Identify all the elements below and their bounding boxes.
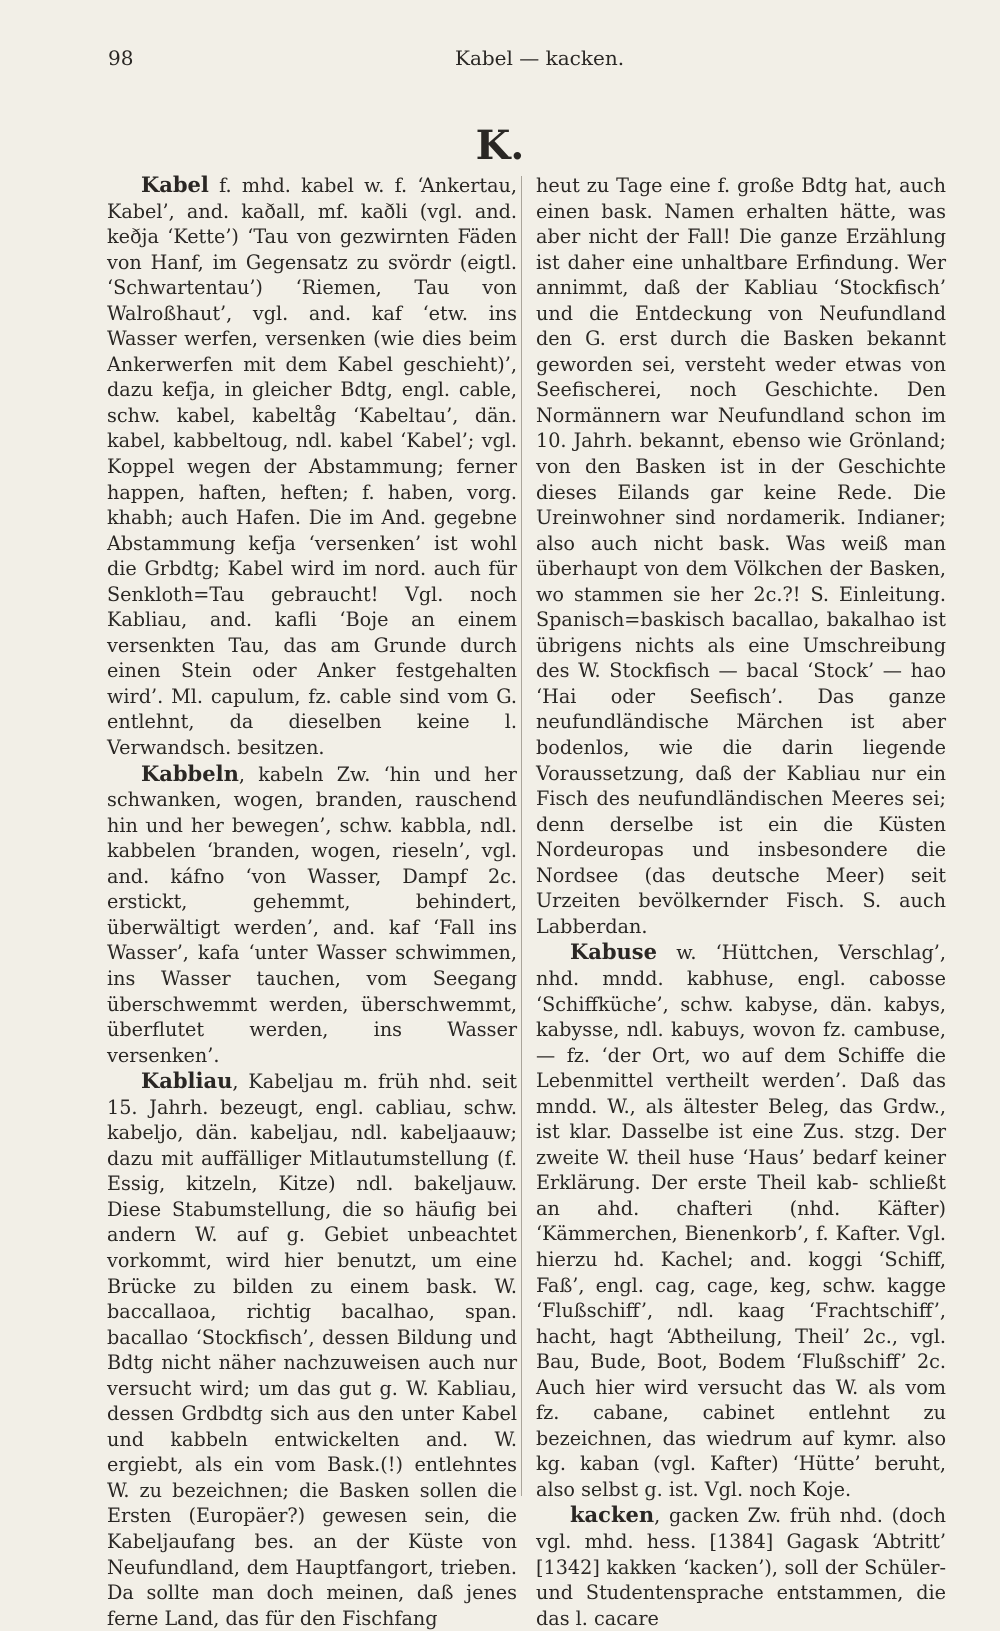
- entry-headword: Kabuse: [570, 939, 657, 965]
- entry-headword: kacken: [570, 1502, 655, 1528]
- entry-kabel: [107, 172, 517, 761]
- entry-kabliau-continued: [536, 172, 946, 939]
- left-column: [107, 172, 517, 1630]
- page-number: 98: [108, 46, 134, 70]
- entry-text: , kabeln Zw. ‘hin und her schwanken, wogen, branden, rauschend hin und her bewegen’, schw. kabbla, ndl. kabbelen ‘branden, wogen, rieseln’, vgl. and. káfno ‘von Wasser, Dampf 2c. erstickt, gehemmt, behindert, überwältigt werden’, and. kaf ‘Fall ins Wasser’, kafa ‘unter Wasser schwimmen, ins Wasser tauchen, vom Seegang überschwemmt werden, überschwemmt, überflutet werden, ins Wasser versenken’.: [107, 762, 517, 1067]
- right-column: [536, 172, 946, 1630]
- entry-text: , gacken Zw. früh nhd. (doch vgl. mhd. hess. [1384] Gagask ‘Abtritt’ [1342] kakken ‘kacken’), soll der Schüler- und Studentensprache entstammen, die das l. cacare: [536, 1504, 946, 1630]
- entry-text: heut zu Tage eine f. große Bdtg hat, auch einen bask. Namen erhalten hätte, was aber nicht der Fall! Die ganze Erzählung ist daher eine unhaltbare Erfindung. Wer annimmt, daß der Kabliau ‘Stockfisch’ und die Entdeckung von Neufundland den G. erst durch die Basken bekannt geworden sei, versteht weder etwas von Seefischerei, noch Geschichte. Den Normännern war Neufundland schon im 10. Jahrh. bekannt, ebenso wie Grönland; von den Basken ist in der Geschichte dieses Eilands gar keine Rede. Die Ureinwohner sind nordamerik. Indianer; also auch nicht bask. Was weiß man überhaupt von dem Völkchen der Basken, wo stammen sie her 2c.?! S. Einleitung. Spanisch=baskisch bacallao, bakalhao ist übrigens nichts als eine Umschreibung des W. Stockfisch — bacal ‘Stock’ — hao ‘Hai oder Seefisch’. Das ganze neufundländische Märchen ist aber bodenlos, wie die darin liegende Voraussetzung, daß der Kabliau nur ein Fisch des neufundländischen Meeres sei; denn derselbe ist ein die Küsten Nordeuropas und insbesondere die Nordsee (das deutsche Meer) seit Urzeiten bevölkernder Fisch. S. auch Labberdan.: [536, 174, 946, 938]
- entry-kabliau: [107, 1068, 517, 1631]
- entry-kabbeln: [107, 761, 517, 1069]
- entry-text: , Kabeljau m. früh nhd. seit 15. Jahrh. bezeugt, engl. cabliau, schw. kabeljo, dän. kabeljau, ndl. kabeljaauw; dazu mit auffälliger Mitlautumstellung (f. Essig, kitzeln, Kitze) ndl. bakeljauw. Diese Stabumstellung, die so häufig bei andern W. auf g. Gebiet unbeachtet vorkommt, wird hier benutzt, um eine Brücke zu bilden zu einem bask. W. baccallaoa, richtig bacalhao, span. bacallao ‘Stockfisch’, dessen Bildung und Bdtg nicht näher nachzuweisen auch nur versucht wird; um das gut g. W. Kabliau, dessen Grdbdtg sich aus den unter Kabel und kabbeln entwickelten and. W. ergiebt, als ein vom Bask.(!) entlehntes W. zu bezeichnen; die Basken sollen die Ersten (Europäer?) gewesen sein, die Kabeljaufang bes. an der Küste von Neufundland, dem Hauptfangort, trieben. Da sollte man doch meinen, daß jenes ferne Land, das für den Fischfang: [107, 1070, 517, 1630]
- entry-text: f. mhd. kabel w. f. ‘Ankertau, Kabel’, and. kaðall, mf. kaðli (vgl. and. keðja ‘Kette’) ‘Tau von gezwirnten Fäden von Hanf, im Gegensatz zu svördr (eigtl. ‘Schwartentau’) ‘Riemen, Tau von Walroßhaut’, vgl. and. kaf ‘etw. ins Wasser werfen, versenken (wie dies beim Ankerwerfen mit dem Kabel geschieht)’, dazu kefja, in gleicher Bdtg, engl. cable, schw. kabel, kabeltåg ‘Kabeltau’, dän. kabel, kabbeltoug, ndl. kabel ‘Kabel’; vgl. Koppel wegen der Abstammung; ferner happen, haften, heften; f. haben, vorg. khabh; auch Hafen. Die im And. gegebne Abstammung kefja ‘versenken’ ist wohl die Grbdtg; Kabel wird im nord. auch für Senkloth=Tau gebraucht! Vgl. noch Kabliau, and. kafli ‘Boje an einem versenkten Tau, das am Grunde durch einen Stein oder Anker festgehalten wird’. Ml. capulum, fz. cable sind vom G. entlehnt, da dieselben keine l. Verwandsch. besitzen.: [107, 174, 517, 760]
- entry-text: w. ‘Hüttchen, Verschlag’, nhd. mndd. kabhuse, engl. cabosse ‘Schiffküche’, schw. kabyse, dän. kabys, kabysse, ndl. kabuys, wovon fz. cambuse, — fz. ‘der Ort, wo auf dem Schiffe die Lebenmittel vertheilt werden’. Daß das mndd. W., als ältester Beleg, das Grdw., ist klar. Dasselbe ist eine Zus. stzg. Der zweite W. theil huse ‘Haus’ bedarf keiner Erklärung. Der erste Theil kab- schließt an ahd. chafteri (nhd. Käfter) ‘Kämmerchen, Bienenkorb’, f. Kafter. Vgl. hierzu hd. Kachel; and. koggi ‘Schiff, Faß’, engl. cag, cage, keg, schw. kagge ‘Flußschiff’, ndl. kaag ‘Frachtschiff’, hacht, hagt ‘Abtheilung, Theil’ 2c., vgl. Bau, Bude, Boot, Bodem ‘Flußschiff’ 2c. Auch hier wird versucht das W. als vom fz. cabane, cabinet entlehnt zu bezeichnen, das wiedrum auf kymr. also kg. kaban (vgl. Kafter) ‘Hütte’ beruht, also selbst g. ist. Vgl. noch Koje.: [536, 941, 946, 1501]
- entry-headword: Kabliau: [141, 1068, 233, 1094]
- entry-kacken: [536, 1502, 946, 1631]
- running-head-title: Kabel — kacken.: [455, 46, 625, 70]
- entry-kabuse: [536, 939, 946, 1502]
- entry-headword: Kabbeln: [141, 760, 239, 786]
- column-divider: [521, 176, 522, 1496]
- entry-headword: Kabel: [141, 172, 209, 197]
- section-letter: K.: [475, 122, 525, 169]
